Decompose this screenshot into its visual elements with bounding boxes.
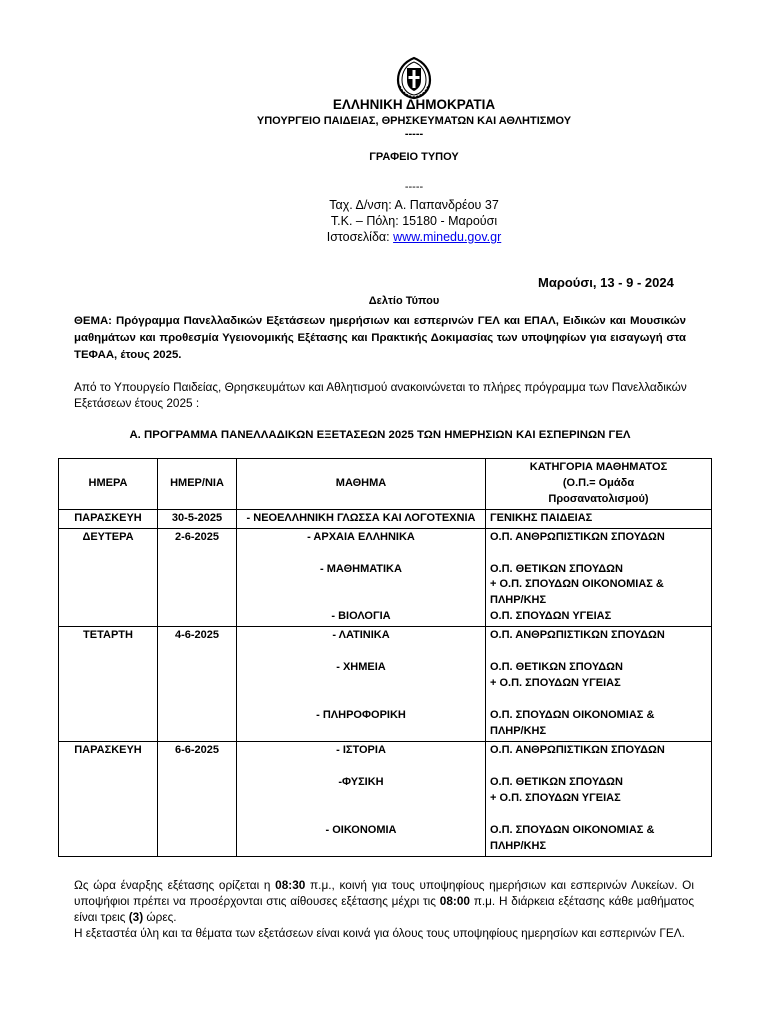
row-date: 2-6-2025: [158, 528, 237, 627]
syllabus-paragraph: Η εξεταστέα ύλη και τα θέματα των εξετάσεων είναι κοινά για όλους τους υποψηφίους ημερησίων και εσπερινών ΓΕΛ.: [74, 926, 685, 940]
category-item: Ο.Π. ΑΝΘΡΩΠΙΣΤΙΚΩΝ ΣΠΟΥΔΩΝ: [490, 744, 665, 757]
subject-paragraph: ΘΕΜΑ: Πρόγραμμα Πανελλαδικών Εξετάσεων ημερήσιων και εσπερινών ΓΕΛ και ΕΠΑΛ, Ειδικών και Μουσικών μαθημάτων και προθεσμία Υγειονομικής Εξέτασης και Πρακτικής Δοκιμασίας των υποψηφίων για εισαγωγή στα ΤΕΦΑΑ, έτους 2025.: [74, 315, 686, 361]
row-day: ΤΕΤΑΡΤΗ: [59, 627, 158, 742]
postal-city: Τ.Κ. – Πόλη: 15180 - Μαρούσι: [330, 214, 498, 228]
separator: -----: [404, 128, 424, 140]
row-subjects: [237, 742, 486, 857]
arrival-time: 08:00: [439, 894, 470, 908]
category-item: ΠΛΗΡ/ΚΗΣ: [490, 839, 547, 852]
row-day: ΔΕΥΤΕΡΑ: [59, 528, 158, 627]
row-day: ΠΑΡΑΣΚΕΥΗ: [59, 742, 158, 857]
row-day: ΠΑΡΑΣΚΕΥΗ: [59, 509, 158, 528]
document-date: Μαρούσι, 13 - 9 - 2024: [538, 275, 674, 290]
start-time: 08:30: [275, 878, 306, 892]
text-run: ώρες.: [143, 910, 177, 924]
table-row: [59, 509, 712, 528]
category-item: + Ο.Π. ΣΠΟΥΔΩΝ ΥΓΕΙΑΣ: [490, 677, 621, 690]
press-office-title: ΓΡΑΦΕΙΟ ΤΥΠΟΥ: [369, 151, 459, 163]
row-categories: [486, 627, 712, 742]
exam-schedule-table: [58, 458, 712, 857]
postal-address: Ταχ. Δ/νση: Α. Παπανδρέου 37: [329, 198, 499, 212]
intro-paragraph: Από το Υπουργείο Παιδείας, Θρησκευμάτων και Αθλητισμού ανακοινώνεται το πλήρες πρόγραμμα των Πανελλαδικών Εξετάσεων έτους 2025 :: [74, 380, 687, 410]
text-run: Ως ώρα έναρξης εξέτασης ορίζεται η: [74, 878, 276, 892]
header-category-line: (Ο.Π.= Ομάδα: [562, 476, 635, 489]
website-link[interactable]: www.minedu.gov.gr: [393, 230, 502, 244]
row-date: 6-6-2025: [158, 742, 237, 857]
category-item: Ο.Π. ΑΝΘΡΩΠΙΣΤΙΚΩΝ ΣΠΟΥΔΩΝ: [490, 530, 665, 543]
separator: -----: [404, 181, 424, 193]
website-line: [0, 230, 768, 244]
category-item: ΠΛΗΡ/ΚΗΣ: [490, 724, 547, 737]
footer-text: [74, 877, 694, 941]
table-row: [59, 627, 712, 742]
category-item: Ο.Π. ΘΕΤΙΚΩΝ ΣΠΟΥΔΩΝ: [490, 775, 623, 788]
header-subject: ΜΑΘΗΜΑ: [237, 459, 486, 510]
text-run: π.μ. Η διάρκεια εξέτασης κάθε μαθήματος είναι τρεις: [74, 894, 695, 924]
category-item: + Ο.Π. ΣΠΟΥΔΩΝ ΟΙΚΟΝΟΜΙΑΣ &: [490, 578, 664, 591]
category-item: Ο.Π. ΘΕΤΙΚΩΝ ΣΠΟΥΔΩΝ: [490, 562, 623, 575]
row-categories: [486, 742, 712, 857]
subject-item: -ΦΥΣΙΚΗ: [338, 775, 384, 788]
subject-item: - ΒΙΟΛΟΓΙΑ: [331, 610, 391, 623]
category-item: Ο.Π. ΣΠΟΥΔΩΝ ΟΙΚΟΝΟΜΙΑΣ &: [490, 823, 655, 836]
row-categories: [486, 528, 712, 627]
category-item: + Ο.Π. ΣΠΟΥΔΩΝ ΥΓΕΙΑΣ: [490, 791, 621, 804]
row-category: ΓΕΝΙΚΗΣ ΠΑΙΔΕΙΑΣ: [486, 509, 712, 528]
row-date: 30-5-2025: [158, 509, 237, 528]
subject-item: - ΟΙΚΟΝΟΜΙΑ: [325, 823, 397, 836]
table-header-row: [59, 459, 712, 510]
row-subject: - ΝΕΟΕΛΛΗΝΙΚΗ ΓΛΩΣΣΑ ΚΑΙ ΛΟΓΟΤΕΧΝΙΑ: [237, 509, 486, 528]
bulletin-title: Δελτίο Τύπου: [368, 295, 440, 307]
subject-item: - ΛΑΤΙΝΙΚΑ: [332, 629, 390, 642]
header-category-line: ΚΑΤΗΓΟΡΙΑ ΜΑΘΗΜΑΤΟΣ: [529, 461, 668, 473]
header-date: ΗΜΕΡ/ΝΙΑ: [158, 459, 237, 510]
exam-time-paragraph: [74, 877, 694, 925]
row-subjects: [237, 528, 486, 627]
section-title: Α. ΠΡΟΓΡΑΜΜΑ ΠΑΝΕΛΛΑΔΙΚΩΝ ΕΞΕΤΑΣΕΩΝ 2025 ΤΩΝ ΗΜΕΡΗΣΙΩΝ ΚΑΙ ΕΣΠΕΡΙΝΩΝ ΓΕΛ: [129, 429, 631, 441]
row-date: 4-6-2025: [158, 627, 237, 742]
category-item: ΠΛΗΡ/ΚΗΣ: [490, 594, 547, 607]
header-day: ΗΜΕΡΑ: [59, 459, 158, 510]
duration-hours: (3): [128, 910, 144, 924]
ministry-title: ΥΠΟΥΡΓΕΙΟ ΠΑΙΔΕΙΑΣ, ΘΡΗΣΚΕΥΜΑΤΩΝ ΚΑΙ ΑΘΛΗΤΙΣΜΟΥ: [256, 115, 572, 127]
subject-item: - ΙΣΤΟΡΙΑ: [336, 744, 386, 757]
text-run: π.μ., κοινή για τους υποψηφίους ημερήσιων και εσπερινών Λυκείων. Οι υποψήφιοι πρέπει να προσέρχονται στις αίθουσες εξέτασης μέχρι τις: [74, 878, 694, 908]
row-subjects: [237, 627, 486, 742]
subject-item: - ΧΗΜΕΙΑ: [336, 661, 386, 674]
greek-coat-of-arms-icon: [392, 56, 436, 100]
table-row: [59, 528, 712, 627]
subject-item: - ΑΡΧΑΙΑ ΕΛΛΗΝΙΚΑ: [307, 530, 415, 543]
table-row: [59, 742, 712, 857]
category-item: Ο.Π. ΣΠΟΥΔΩΝ ΟΙΚΟΝΟΜΙΑΣ &: [490, 709, 655, 722]
subject-item: - ΜΑΘΗΜΑΤΙΚΑ: [320, 562, 402, 575]
subject-item: - ΠΛΗΡΟΦΟΡΙΚΗ: [316, 709, 406, 722]
category-item: Ο.Π. ΣΠΟΥΔΩΝ ΥΓΕΙΑΣ: [490, 610, 612, 623]
category-item: Ο.Π. ΑΝΘΡΩΠΙΣΤΙΚΩΝ ΣΠΟΥΔΩΝ: [490, 629, 665, 642]
website-label: Ιστοσελίδα:: [326, 230, 394, 244]
header-category: [486, 459, 712, 510]
republic-title: ΕΛΛΗΝΙΚΗ ΔΗΜΟΚΡΑΤΙΑ: [332, 97, 496, 112]
header-category-line: Προσανατολισμού): [548, 492, 649, 505]
category-item: Ο.Π. ΘΕΤΙΚΩΝ ΣΠΟΥΔΩΝ: [490, 661, 623, 674]
